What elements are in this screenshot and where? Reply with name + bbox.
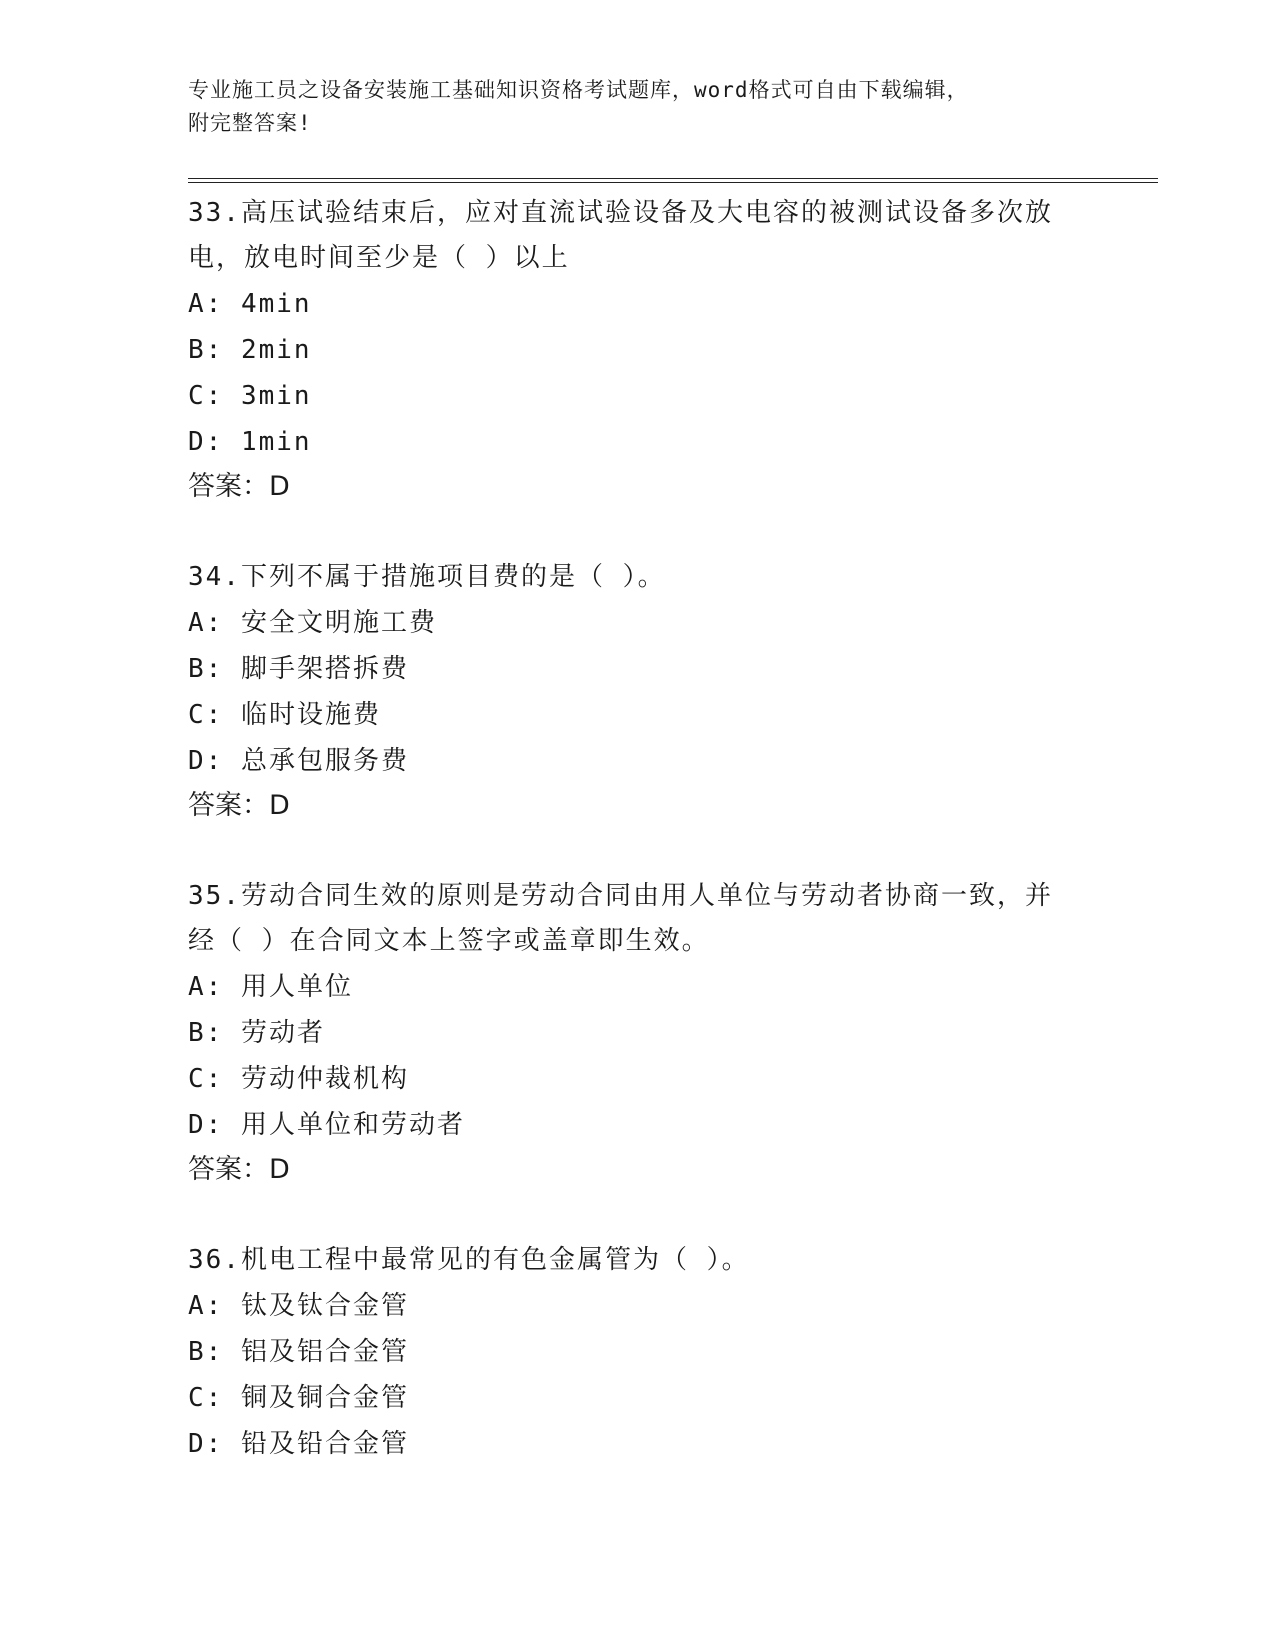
option-a: A: 4min <box>188 289 312 319</box>
answer-line: 答案：D <box>188 1154 290 1185</box>
answer-line: 答案：D <box>188 471 290 502</box>
question-list <box>188 191 1158 1513</box>
header-line-1: 专业施工员之设备安装施工基础知识资格考试题库，word格式可自由下载编辑， <box>188 78 969 102</box>
option-a: A: 安全文明施工费 <box>188 608 437 638</box>
option-d: D: 用人单位和劳动者 <box>188 1110 465 1140</box>
question-34 <box>188 555 1158 828</box>
question-35 <box>188 874 1158 1192</box>
header-divider <box>188 178 1158 183</box>
option-c: C: 3min <box>188 381 312 411</box>
option-a: A: 钛及钛合金管 <box>188 1291 409 1321</box>
option-b: B: 铝及铝合金管 <box>188 1337 409 1367</box>
question-stem <box>188 1238 1088 1283</box>
question-stem-line-1: 35.劳动合同生效的原则是劳动合同由用人单位与劳动者协商一致，并 <box>188 881 1053 911</box>
question-36 <box>188 1238 1158 1467</box>
question-stem <box>188 874 1088 964</box>
option-c: C: 临时设施费 <box>188 700 381 730</box>
option-a: A: 用人单位 <box>188 972 353 1002</box>
option-b: B: 脚手架搭拆费 <box>188 654 409 684</box>
option-b: B: 劳动者 <box>188 1018 325 1048</box>
question-stem-line-1: 36.机电工程中最常见的有色金属管为（ ）。 <box>188 1245 750 1275</box>
question-stem-line-2: 经（ ）在合同文本上签字或盖章即生效。 <box>188 926 710 956</box>
answer-line: 答案：D <box>188 790 290 821</box>
header-line-2: 附完整答案! <box>188 111 312 135</box>
document-header <box>188 74 1088 140</box>
question-stem <box>188 191 1088 281</box>
question-33 <box>188 191 1158 509</box>
option-d: D: 铅及铅合金管 <box>188 1429 409 1459</box>
option-c: C: 铜及铜合金管 <box>188 1383 409 1413</box>
option-d: D: 总承包服务费 <box>188 746 409 776</box>
question-stem <box>188 555 1088 600</box>
question-stem-line-1: 33.高压试验结束后，应对直流试验设备及大电容的被测试设备多次放 <box>188 198 1053 228</box>
question-stem-line-1: 34.下列不属于措施项目费的是（ ）。 <box>188 562 666 592</box>
option-b: B: 2min <box>188 335 312 365</box>
option-d: D: 1min <box>188 427 312 457</box>
option-c: C: 劳动仲裁机构 <box>188 1064 409 1094</box>
question-stem-line-2: 电，放电时间至少是（ ）以上 <box>188 243 570 273</box>
document-page <box>188 0 1158 1650</box>
